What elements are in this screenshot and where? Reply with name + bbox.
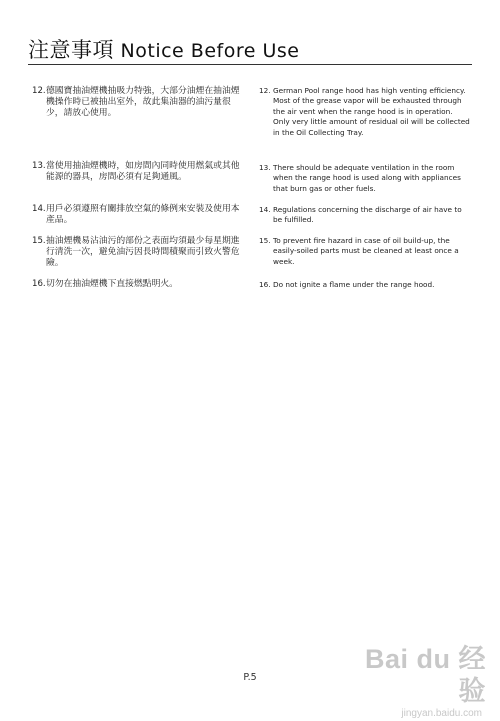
notice-item-en	[259, 86, 471, 138]
item-number: 13.	[259, 163, 271, 172]
item-text: 當使用抽油煙機時，如房間內同時使用燃氣或其他能源的器具，房間必須有足夠通風。	[46, 161, 240, 182]
item-text: Regulations concerning the discharge of air have to be fulfilled.	[273, 205, 462, 225]
notice-item-en	[259, 163, 471, 194]
notice-item-en	[259, 280, 471, 290]
notice-item-zh	[32, 279, 244, 290]
notice-item-en	[259, 236, 471, 267]
item-text: 抽油煙機易沾油污的部份之表面均須最少每星期進行清洗一次，避免油污因長時間積聚而引致火警危險。	[46, 236, 240, 268]
item-text: To prevent fire hazard in case of oil build-up, the easily-soiled parts must be cleaned at least once a week.	[273, 236, 459, 266]
watermark-logo: Bai du 经验	[364, 644, 486, 706]
notice-item-zh	[32, 204, 244, 226]
item-text: 切勿在抽油煙機下直接燃點明火。	[46, 279, 178, 289]
item-number: 12.	[259, 86, 271, 95]
item-number: 12.	[32, 86, 46, 96]
watermark-url: jingyan.baidu.com	[401, 708, 482, 719]
notice-item-zh	[32, 86, 244, 119]
page-title	[28, 34, 299, 64]
title-en: Notice Before Use	[120, 40, 300, 62]
baidu-watermark	[346, 643, 486, 719]
item-number: 14.	[32, 204, 46, 214]
item-text: 德國寶抽油煙機抽吸力特強，大部分油煙在抽油煙機操作時已被抽出室外，故此集油器的油污量很少，請放心使用。	[46, 86, 240, 118]
notice-item-en	[259, 205, 471, 226]
item-number: 15.	[32, 236, 46, 246]
item-text: 用戶必須遵照有關排放空氣的條例來安裝及使用本產品。	[46, 204, 240, 225]
notice-item-zh	[32, 161, 244, 183]
item-number: 13.	[32, 161, 46, 171]
item-text: There should be adequate ventilation in the room when the range hood is used along with appliances that burn gas or other fuels.	[273, 163, 461, 193]
item-text: German Pool range hood has high venting efficiency. Most of the grease vapor will be exhausted through the air vent when the range hood is in operation. Only very little amount of residual oil will be collected in the Oil Collecting Tray.	[273, 86, 470, 137]
item-number: 16.	[32, 279, 46, 289]
notice-item-zh	[32, 236, 244, 269]
page-number: P.5	[243, 672, 257, 683]
item-number: 14.	[259, 205, 271, 214]
title-zh: 注意事項	[28, 38, 114, 62]
title-divider	[28, 64, 472, 65]
item-number: 15.	[259, 236, 271, 245]
item-number: 16.	[259, 280, 271, 289]
item-text: Do not ignite a flame under the range hood.	[273, 280, 435, 289]
